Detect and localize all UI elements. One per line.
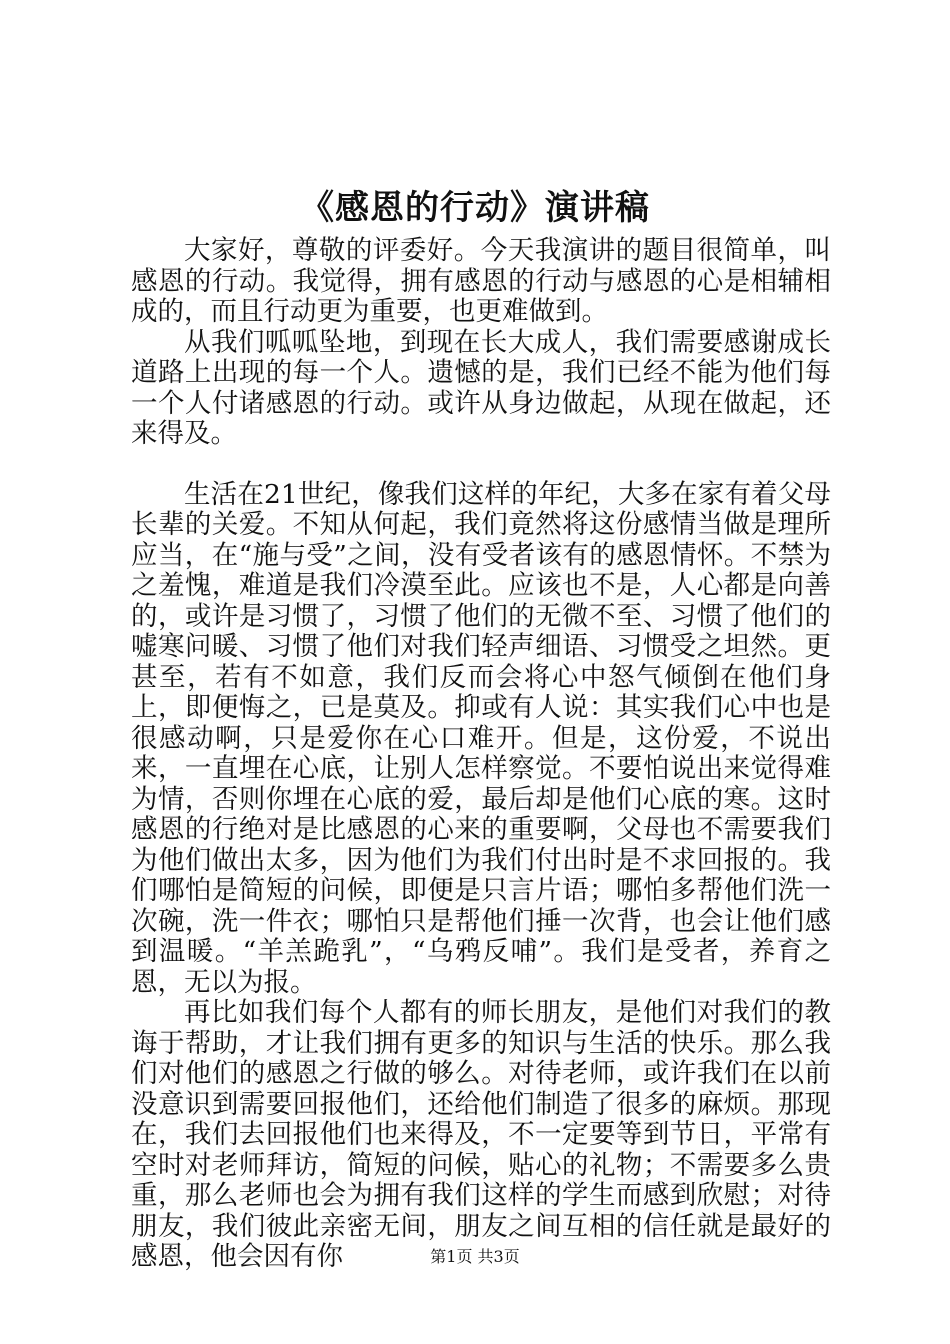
document-body xyxy=(131,236,831,1273)
paragraph-opening: 大家好，尊敬的评委好。今天我演讲的题目很简单，叫感恩的行动。我觉得，拥有感恩的行动与感恩的心是相辅相成的，而且行动更为重要，也更难做到。 xyxy=(131,235,831,327)
paragraph-parents: 生活在21世纪，像我们这样的年纪，大多在家有着父母长辈的关爱。不知从何起，我们竟然将这份感情当做是理所应当，在“施与受”之间，没有受者该有的感恩情怀。不禁为之羞愧，难道是我们冷漠至此。应该也不是，人心都是向善的，或许是习惯了，习惯了他们的无微不至、习惯了他们的嘘寒问暖、习惯了他们对我们轻声细语、习惯受之坦然。更甚至，若有不如意，我们反而会将心中怒气倾倒在他们身上，即便悔之，已是莫及。抑或有人说：其实我们心中也是很感动啊，只是爱你在心口难开。但是，这份爱，不说出来，一直埋在心底，让别人怎样察觉。不要怕说出来觉得难为情，否则你埋在心底的爱，最后却是他们心底的寒。这时感恩的行绝对是比感恩的心来的重要啊，父母也不需要我们为他们做出太多，因为他们为我们付出时是不求回报的。我们哪怕是简短的问候，即便是只言片语；哪怕多帮他们洗一次碗，洗一件衣；哪怕只是帮他们捶一次背，也会让他们感到温暖。“羊羔跪乳”，“乌鸦反哺”。我们是受者，养育之恩，无以为报。 xyxy=(131,478,831,998)
document-title: 《感恩的行动》演讲稿 xyxy=(300,188,650,228)
page-number-footer: 第1页 共3页 xyxy=(430,1247,520,1266)
paragraph-teachers-friends: 再比如我们每个人都有的师长朋友，是他们对我们的教诲于帮助，才让我们拥有更多的知识与生活的快乐。那么我们对他们的感恩之行做的够么。对待老师，或许我们在以前没意识到需要回报他们，还给他们制造了很多的麻烦。那现在，我们去回报他们也来得及，不一定要等到节日，平常有空时对老师拜访，简短的问候，贴心的礼物；不需要多么贵重，那么老师也会为拥有我们这样的学生而感到欣慰；对待朋友，我们彼此亲密无间，朋友之间互相的信任就是最好的感恩，他会因有你 xyxy=(131,997,831,1272)
paragraph-gratitude-people: 从我们呱呱坠地，到现在长大成人，我们需要感谢成长道路上出现的每一个人。遗憾的是，我们已经不能为他们每一个人付诸感恩的行动。或许从身边做起，从现在做起，还来得及。 xyxy=(131,326,831,449)
